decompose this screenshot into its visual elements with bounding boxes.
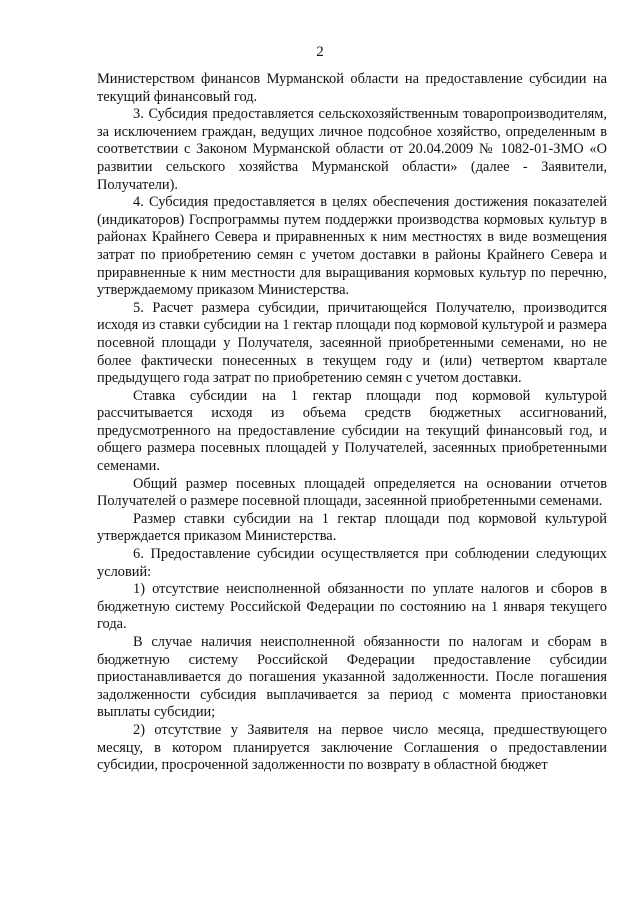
paragraph-continuation: Министерством финансов Мурманской области на предоставление субсидии на текущий финансовый год. xyxy=(97,71,607,105)
paragraph-condition-1: 1) отсутствие неисполненной обязанности по уплате налогов и сборов в бюджетную систему Российской Федерации по состоянию на 1 января текущего года. xyxy=(97,581,607,633)
paragraph-tax-debt: В случае наличия неисполненной обязанности по налогам и сборам в бюджетную систему Российской Федерации предоставление субсидии приостанавливается до погашения указанной задолженности. После погашения задолженности субсидия выплачивается за период с момента приостановки выплаты субсидии; xyxy=(97,634,607,721)
paragraph-clause-5: 5. Расчет размера субсидии, причитающейся Получателю, производится исходя из ставки субсидии на 1 гектар площади под кормовой культурой и размера посевной площади у Получателя, засеянной приобретенными семенами, но не более фактически понесенных в текущем году и (или) четвертом квартале предыдущего года затрат по приобретению семян с учетом доставки. xyxy=(97,299,607,387)
paragraph-clause-6: 6. Предоставление субсидии осуществляется при соблюдении следующих условий: xyxy=(97,546,607,580)
paragraph-condition-2: 2) отсутствие у Заявителя на первое число месяца, предшествующего месяцу, в котором планируется заключение Соглашения о предоставлении субсидии, просроченной задолженности по возврату в областной бюджет xyxy=(97,721,607,774)
document-body xyxy=(97,71,607,775)
page-number: 2 xyxy=(316,44,324,60)
paragraph-clause-3: 3. Субсидия предоставляется сельскохозяйственным товаропроизводителям, за исключением граждан, ведущих личное подсобное хозяйство, определенным в соответствии с Законом Мурманской области от 20.04.2009 № 1082-01-ЗМО «О развитии сельского хозяйства Мурманской области» (далее - Заявители, Получатели). xyxy=(97,106,607,193)
paragraph-rate-calculation: Ставка субсидии на 1 гектар площади под кормовой культурой рассчитывается исходя из объема средств бюджетных ассигнований, предусмотренного на предоставление субсидии на текущий финансовый год, и общего размера посевных площадей у Получателей, засеянных приобретенными семенами. xyxy=(97,387,607,475)
paragraph-total-area: Общий размер посевных площадей определяется на основании отчетов Получателей о размере посевной площади, засеянной приобретенными семенами. xyxy=(97,475,607,510)
paragraph-rate-approval: Размер ставки субсидии на 1 гектар площади под кормовой культурой утверждается приказом Министерства. xyxy=(97,510,607,545)
paragraph-clause-4: 4. Субсидия предоставляется в целях обеспечения достижения показателей (индикаторов) Госпрограммы путем поддержки производства кормовых культур в районах Крайнего Севера и приравненных к ним местностях в виде возмещения затрат по приобретению семян с учетом доставки в районы Крайнего Севера и приравненные к ним местности для выращивания кормовых культур по перечню, утверждаемому приказом Министерства. xyxy=(97,194,607,299)
